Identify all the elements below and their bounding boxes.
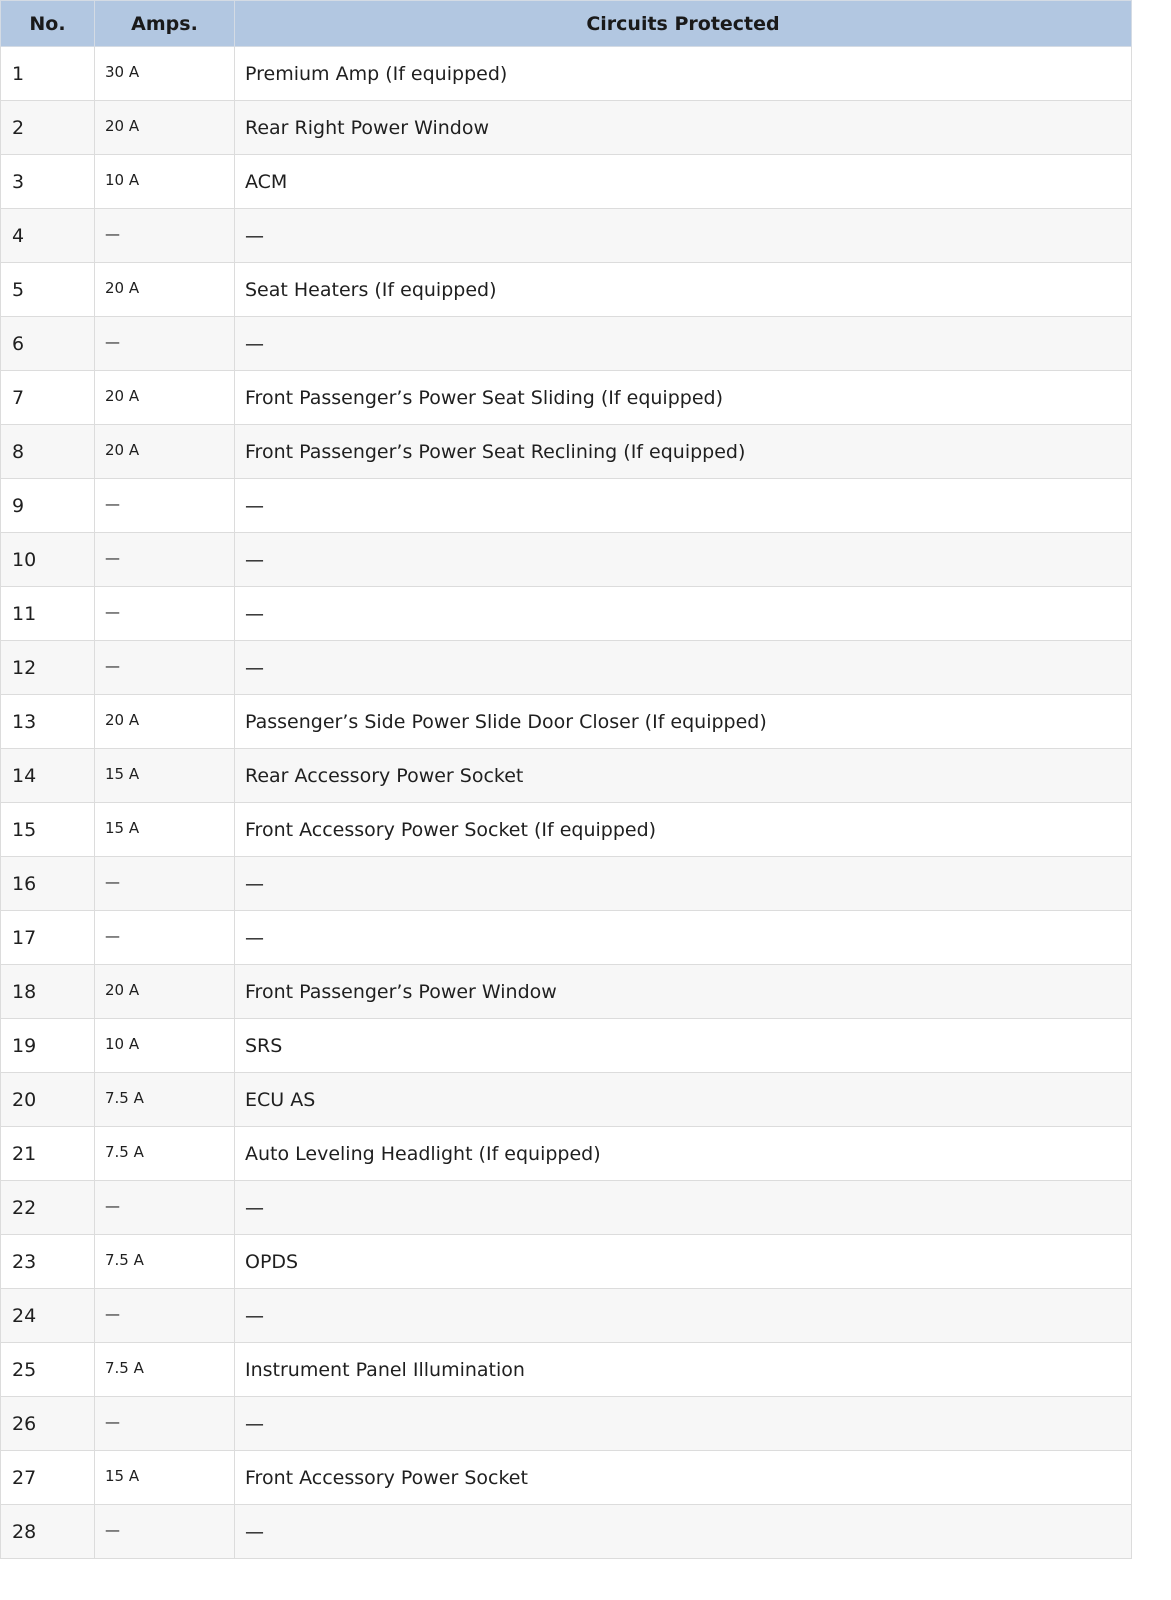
fuse-amps-cell: 20 A (95, 101, 235, 155)
table-row (1, 1127, 1132, 1181)
fuse-amps-cell: 15 A (95, 1451, 235, 1505)
fuse-amps-cell: — (95, 533, 235, 587)
circuit-protected-cell: Auto Leveling Headlight (If equipped) (235, 1127, 1132, 1181)
circuit-protected-cell: — (235, 1181, 1132, 1235)
table-row (1, 155, 1132, 209)
circuit-protected-cell: OPDS (235, 1235, 1132, 1289)
table-row (1, 425, 1132, 479)
fuse-number-cell: 23 (1, 1235, 95, 1289)
fuse-number-cell: 25 (1, 1343, 95, 1397)
table-row (1, 1235, 1132, 1289)
table-header (1, 1, 1132, 47)
fuse-amps-cell: — (95, 911, 235, 965)
circuit-protected-cell: Front Passenger’s Power Window (235, 965, 1132, 1019)
circuit-protected-cell: — (235, 857, 1132, 911)
table-row (1, 1505, 1132, 1559)
fuse-number-cell: 26 (1, 1397, 95, 1451)
circuit-protected-cell: Front Passenger’s Power Seat Sliding (If equipped) (235, 371, 1132, 425)
circuit-protected-cell: — (235, 479, 1132, 533)
header-circuits-protected: Circuits Protected (235, 1, 1132, 47)
fuse-number-cell: 6 (1, 317, 95, 371)
fuse-number-cell: 7 (1, 371, 95, 425)
table-row (1, 1289, 1132, 1343)
fuse-amps-cell: 20 A (95, 695, 235, 749)
circuit-protected-cell: SRS (235, 1019, 1132, 1073)
fuse-amps-cell: — (95, 1397, 235, 1451)
fuse-amps-cell: — (95, 1505, 235, 1559)
table-row (1, 1181, 1132, 1235)
fuse-number-cell: 8 (1, 425, 95, 479)
fuse-number-cell: 3 (1, 155, 95, 209)
fuse-number-cell: 20 (1, 1073, 95, 1127)
fuse-amps-cell: 10 A (95, 155, 235, 209)
circuit-protected-cell: — (235, 587, 1132, 641)
circuit-protected-cell: Front Accessory Power Socket (If equipped) (235, 803, 1132, 857)
table-row (1, 1397, 1132, 1451)
circuit-protected-cell: — (235, 1289, 1132, 1343)
fuse-amps-cell: 7.5 A (95, 1127, 235, 1181)
fuse-number-cell: 2 (1, 101, 95, 155)
fuse-number-cell: 1 (1, 47, 95, 101)
table-row (1, 371, 1132, 425)
fuse-amps-cell: 15 A (95, 749, 235, 803)
fuse-number-cell: 28 (1, 1505, 95, 1559)
fuse-number-cell: 12 (1, 641, 95, 695)
table-row (1, 749, 1132, 803)
fuse-number-cell: 19 (1, 1019, 95, 1073)
circuit-protected-cell: — (235, 317, 1132, 371)
fuse-amps-cell: 15 A (95, 803, 235, 857)
fuse-amps-cell: 7.5 A (95, 1235, 235, 1289)
table-row (1, 803, 1132, 857)
table-row (1, 47, 1132, 101)
table-row (1, 857, 1132, 911)
table-row (1, 1343, 1132, 1397)
header-amps: Amps. (95, 1, 235, 47)
circuit-protected-cell: — (235, 533, 1132, 587)
header-no: No. (1, 1, 95, 47)
table-row (1, 911, 1132, 965)
circuit-protected-cell: Premium Amp (If equipped) (235, 47, 1132, 101)
table-row (1, 479, 1132, 533)
circuit-protected-cell: Seat Heaters (If equipped) (235, 263, 1132, 317)
table-row (1, 317, 1132, 371)
fuse-amps-cell: — (95, 479, 235, 533)
circuit-protected-cell: Rear Accessory Power Socket (235, 749, 1132, 803)
table-row (1, 101, 1132, 155)
fuse-amps-cell: — (95, 857, 235, 911)
fuse-amps-cell: 30 A (95, 47, 235, 101)
fuse-number-cell: 18 (1, 965, 95, 1019)
fuse-number-cell: 15 (1, 803, 95, 857)
fuse-amps-cell: — (95, 587, 235, 641)
circuit-protected-cell: Front Accessory Power Socket (235, 1451, 1132, 1505)
fuse-amps-cell: 20 A (95, 965, 235, 1019)
fuse-number-cell: 11 (1, 587, 95, 641)
table-row (1, 1451, 1132, 1505)
fuse-number-cell: 17 (1, 911, 95, 965)
fuse-amps-cell: 10 A (95, 1019, 235, 1073)
fuse-number-cell: 5 (1, 263, 95, 317)
fuse-amps-cell: 7.5 A (95, 1343, 235, 1397)
fuse-number-cell: 24 (1, 1289, 95, 1343)
circuit-protected-cell: Front Passenger’s Power Seat Reclining (If equipped) (235, 425, 1132, 479)
table-row (1, 695, 1132, 749)
table-row (1, 1019, 1132, 1073)
fuse-number-cell: 13 (1, 695, 95, 749)
fuse-amps-cell: — (95, 209, 235, 263)
fuse-number-cell: 10 (1, 533, 95, 587)
fuse-amps-cell: — (95, 1181, 235, 1235)
table-row (1, 641, 1132, 695)
circuit-protected-cell: Rear Right Power Window (235, 101, 1132, 155)
fuse-number-cell: 22 (1, 1181, 95, 1235)
fuse-amps-cell: — (95, 1289, 235, 1343)
circuit-protected-cell: — (235, 641, 1132, 695)
fuse-number-cell: 14 (1, 749, 95, 803)
fuse-amps-cell: 20 A (95, 425, 235, 479)
table-row (1, 209, 1132, 263)
table-row (1, 965, 1132, 1019)
table-body (1, 47, 1132, 1559)
table-row (1, 533, 1132, 587)
fuse-number-cell: 16 (1, 857, 95, 911)
fuse-amps-cell: — (95, 317, 235, 371)
fuse-amps-cell: 7.5 A (95, 1073, 235, 1127)
fuse-amps-cell: 20 A (95, 371, 235, 425)
table-row (1, 263, 1132, 317)
circuit-protected-cell: — (235, 1397, 1132, 1451)
circuit-protected-cell: Instrument Panel Illumination (235, 1343, 1132, 1397)
fuse-number-cell: 4 (1, 209, 95, 263)
fuse-number-cell: 21 (1, 1127, 95, 1181)
fuse-number-cell: 9 (1, 479, 95, 533)
fuse-amps-cell: 20 A (95, 263, 235, 317)
circuit-protected-cell: Passenger’s Side Power Slide Door Closer (If equipped) (235, 695, 1132, 749)
circuit-protected-cell: — (235, 911, 1132, 965)
circuit-protected-cell: — (235, 209, 1132, 263)
circuit-protected-cell: ECU AS (235, 1073, 1132, 1127)
header-row (1, 1, 1132, 47)
fuse-amps-cell: — (95, 641, 235, 695)
table-row (1, 1073, 1132, 1127)
circuit-protected-cell: ACM (235, 155, 1132, 209)
fuse-number-cell: 27 (1, 1451, 95, 1505)
circuit-protected-cell: — (235, 1505, 1132, 1559)
table-row (1, 587, 1132, 641)
